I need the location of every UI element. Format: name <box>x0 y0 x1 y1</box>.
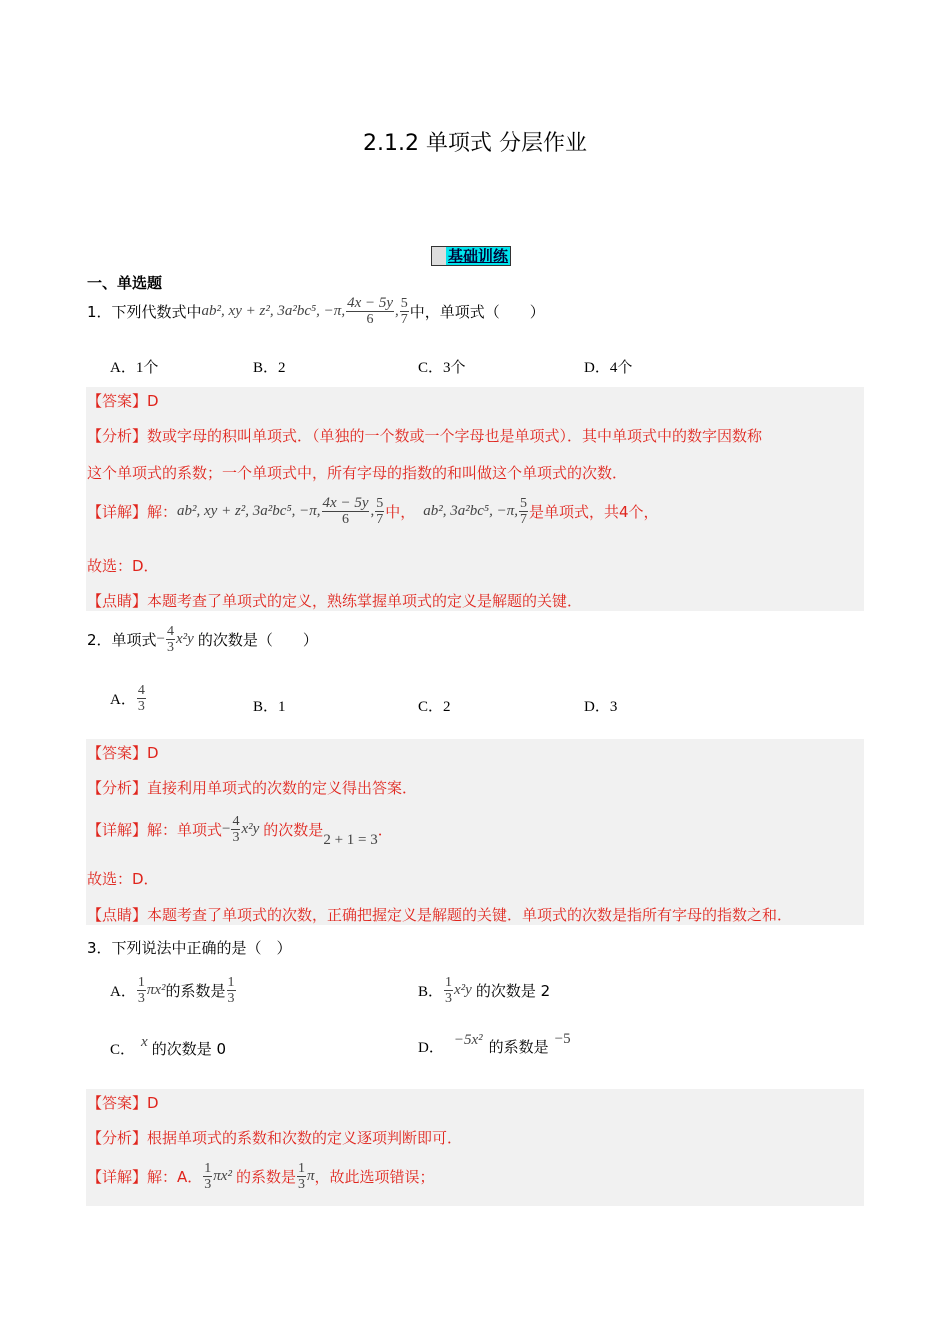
detail-mid: 的次数是 <box>263 821 324 839</box>
q1-fraction-1 <box>346 296 394 327</box>
detail-fraction-1 <box>322 496 370 527</box>
denominator: 3 <box>297 1177 305 1192</box>
question-1-stem <box>87 296 545 327</box>
option-label: B． <box>418 984 444 1000</box>
option-math: x²y <box>454 982 472 998</box>
numerator: 1 <box>137 975 145 990</box>
denominator: 3 <box>445 991 453 1006</box>
detail-math: πx² <box>213 1168 232 1184</box>
denominator: 3 <box>137 991 145 1006</box>
q2-prefix: 2．单项式 <box>87 631 157 649</box>
q1-detail <box>87 496 659 527</box>
q2-analysis: 【分析】直接利用单项式的次数的定义得出答案． <box>87 779 418 797</box>
denominator: 6 <box>366 312 374 327</box>
q2-suffix: 的次数是（ ） <box>197 631 318 649</box>
detail-math: ab², xy + z², 3a²bc⁵, −π, <box>177 503 321 519</box>
q1-suffix: 中，单项式（ ） <box>409 303 545 321</box>
numerator: 5 <box>376 496 384 511</box>
numerator: 1 <box>204 1161 212 1176</box>
detail-label: 【详解】解： <box>87 503 178 521</box>
detail-fraction-2 <box>375 496 384 527</box>
option-text: 的系数是 <box>488 1038 549 1056</box>
numerator: 1 <box>297 1161 305 1176</box>
q3-answer: 【答案】D <box>87 1094 159 1112</box>
minus-sign: − <box>222 821 231 837</box>
numerator: 5 <box>400 296 408 311</box>
q2-detail <box>87 810 393 849</box>
denominator: 3 <box>167 640 175 655</box>
option-text: 的系数是 <box>165 982 226 1000</box>
comma: , <box>395 303 399 319</box>
q1-option-c: C．3个 <box>418 360 466 376</box>
option-label: A． <box>110 692 136 708</box>
detail-mid: 的系数是 <box>235 1168 296 1186</box>
minus-sign: − <box>156 631 166 647</box>
q2-math: x²y <box>176 631 194 647</box>
q1-choose: 故选：D． <box>87 557 159 575</box>
option-label: C． <box>110 1042 136 1058</box>
q3-detail <box>87 1161 434 1192</box>
q1-fraction-2 <box>400 296 409 327</box>
q2-option-b: B．1 <box>253 699 286 715</box>
fraction <box>297 1161 306 1192</box>
q2-choose: 故选：D． <box>87 870 159 888</box>
detail-mid: 中， <box>385 503 416 521</box>
q1-comment: 【点睛】本题考查了单项式的定义，熟练掌握单项式的定义是解题的关键． <box>87 592 583 610</box>
q1-math: ab², xy + z², 3a²bc⁵, −π, <box>201 303 346 319</box>
numerator: 1 <box>445 975 453 990</box>
detail-math: x²y <box>241 821 260 837</box>
fraction <box>444 975 453 1006</box>
detail-suffix: ，故此选项错误； <box>314 1168 435 1186</box>
option-text: 的次数是 0 <box>151 1040 226 1058</box>
page-title: 2.1.2 单项式 分层作业 <box>363 131 587 156</box>
q1-option-b: B．2 <box>253 360 286 376</box>
comma: , <box>370 503 375 519</box>
pi: π <box>306 1168 315 1184</box>
q1-option-d: D．4个 <box>584 360 633 376</box>
detail-equation: 2 + 1 = 3 <box>323 832 378 848</box>
denominator: 7 <box>376 512 384 527</box>
denominator: 7 <box>400 312 408 327</box>
fraction <box>137 975 146 1006</box>
numerator: 5 <box>520 496 528 511</box>
fraction <box>227 975 236 1006</box>
denominator: 3 <box>204 1177 212 1192</box>
q1-prefix: 1．下列代数式中 <box>87 303 202 321</box>
numerator: 4x − 5y <box>347 295 394 311</box>
detail-label: 【详解】解：单项式 <box>87 821 223 839</box>
denominator: 3 <box>232 830 240 845</box>
section-badge-label: 基础训练 <box>448 247 509 265</box>
question-2-stem <box>87 624 318 655</box>
q2-answer: 【答案】D <box>87 744 159 762</box>
q1-analysis-2: 这个单项式的系数；一个单项式中，所有字母的指数的和叫做这个单项式的次数． <box>87 464 628 482</box>
detail-end: ． <box>377 821 393 839</box>
q3-option-a <box>110 975 237 1006</box>
detail-fraction <box>231 814 240 845</box>
option-label: A． <box>110 984 136 1000</box>
q1-answer: 【答案】D <box>87 392 159 410</box>
detail-math-2: ab², 3a²bc⁵, −π, <box>423 503 519 519</box>
q1-option-a: A．1个 <box>110 360 159 376</box>
question-3-stem: 3．下列说法中正确的是（ ） <box>87 939 292 957</box>
detail-suffix: 是单项式，共4个， <box>529 503 659 521</box>
denominator: 3 <box>137 699 145 714</box>
q3-option-d <box>418 1031 571 1057</box>
option-math: πx² <box>146 982 166 998</box>
q2-option-c: C．2 <box>418 699 451 715</box>
numerator: 4 <box>232 814 240 829</box>
q2-comment: 【点睛】本题考查了单项式的次数，正确把握定义是解题的关键．单项式的次数是指所有字母的指数之和． <box>87 906 793 924</box>
q3-option-b <box>418 975 550 1006</box>
fraction <box>203 1161 212 1192</box>
q2-option-a <box>110 683 147 714</box>
numerator: 4 <box>167 624 175 639</box>
numerator: 4 <box>137 683 145 698</box>
option-math: −5x² <box>453 1032 483 1048</box>
numerator: 4x − 5y <box>322 495 369 511</box>
section-heading: 一、单选题 <box>87 274 163 292</box>
option-math: x <box>141 1034 148 1050</box>
denominator: 6 <box>342 512 350 527</box>
q2-option-d: D．3 <box>584 699 618 715</box>
denominator: 7 <box>520 512 528 527</box>
q3-analysis: 【分析】根据单项式的系数和次数的定义逐项判断即可． <box>87 1129 463 1147</box>
q2-fraction <box>166 624 175 655</box>
detail-fraction-3 <box>519 496 528 527</box>
option-value: −5 <box>554 1031 571 1047</box>
denominator: 3 <box>227 991 235 1006</box>
q1-analysis-1: 【分析】数或字母的积叫单项式．（单独的一个数或一个字母也是单项式）．其中单项式中的数字因数称 <box>87 427 763 445</box>
section-badge <box>431 246 511 266</box>
option-label: D． <box>418 1040 444 1056</box>
numerator: 1 <box>227 975 235 990</box>
detail-label: 【详解】解：A． <box>87 1168 203 1186</box>
option-a-fraction <box>137 683 146 714</box>
q3-option-c <box>110 1034 226 1059</box>
option-text: 的次数是 2 <box>475 982 551 1000</box>
